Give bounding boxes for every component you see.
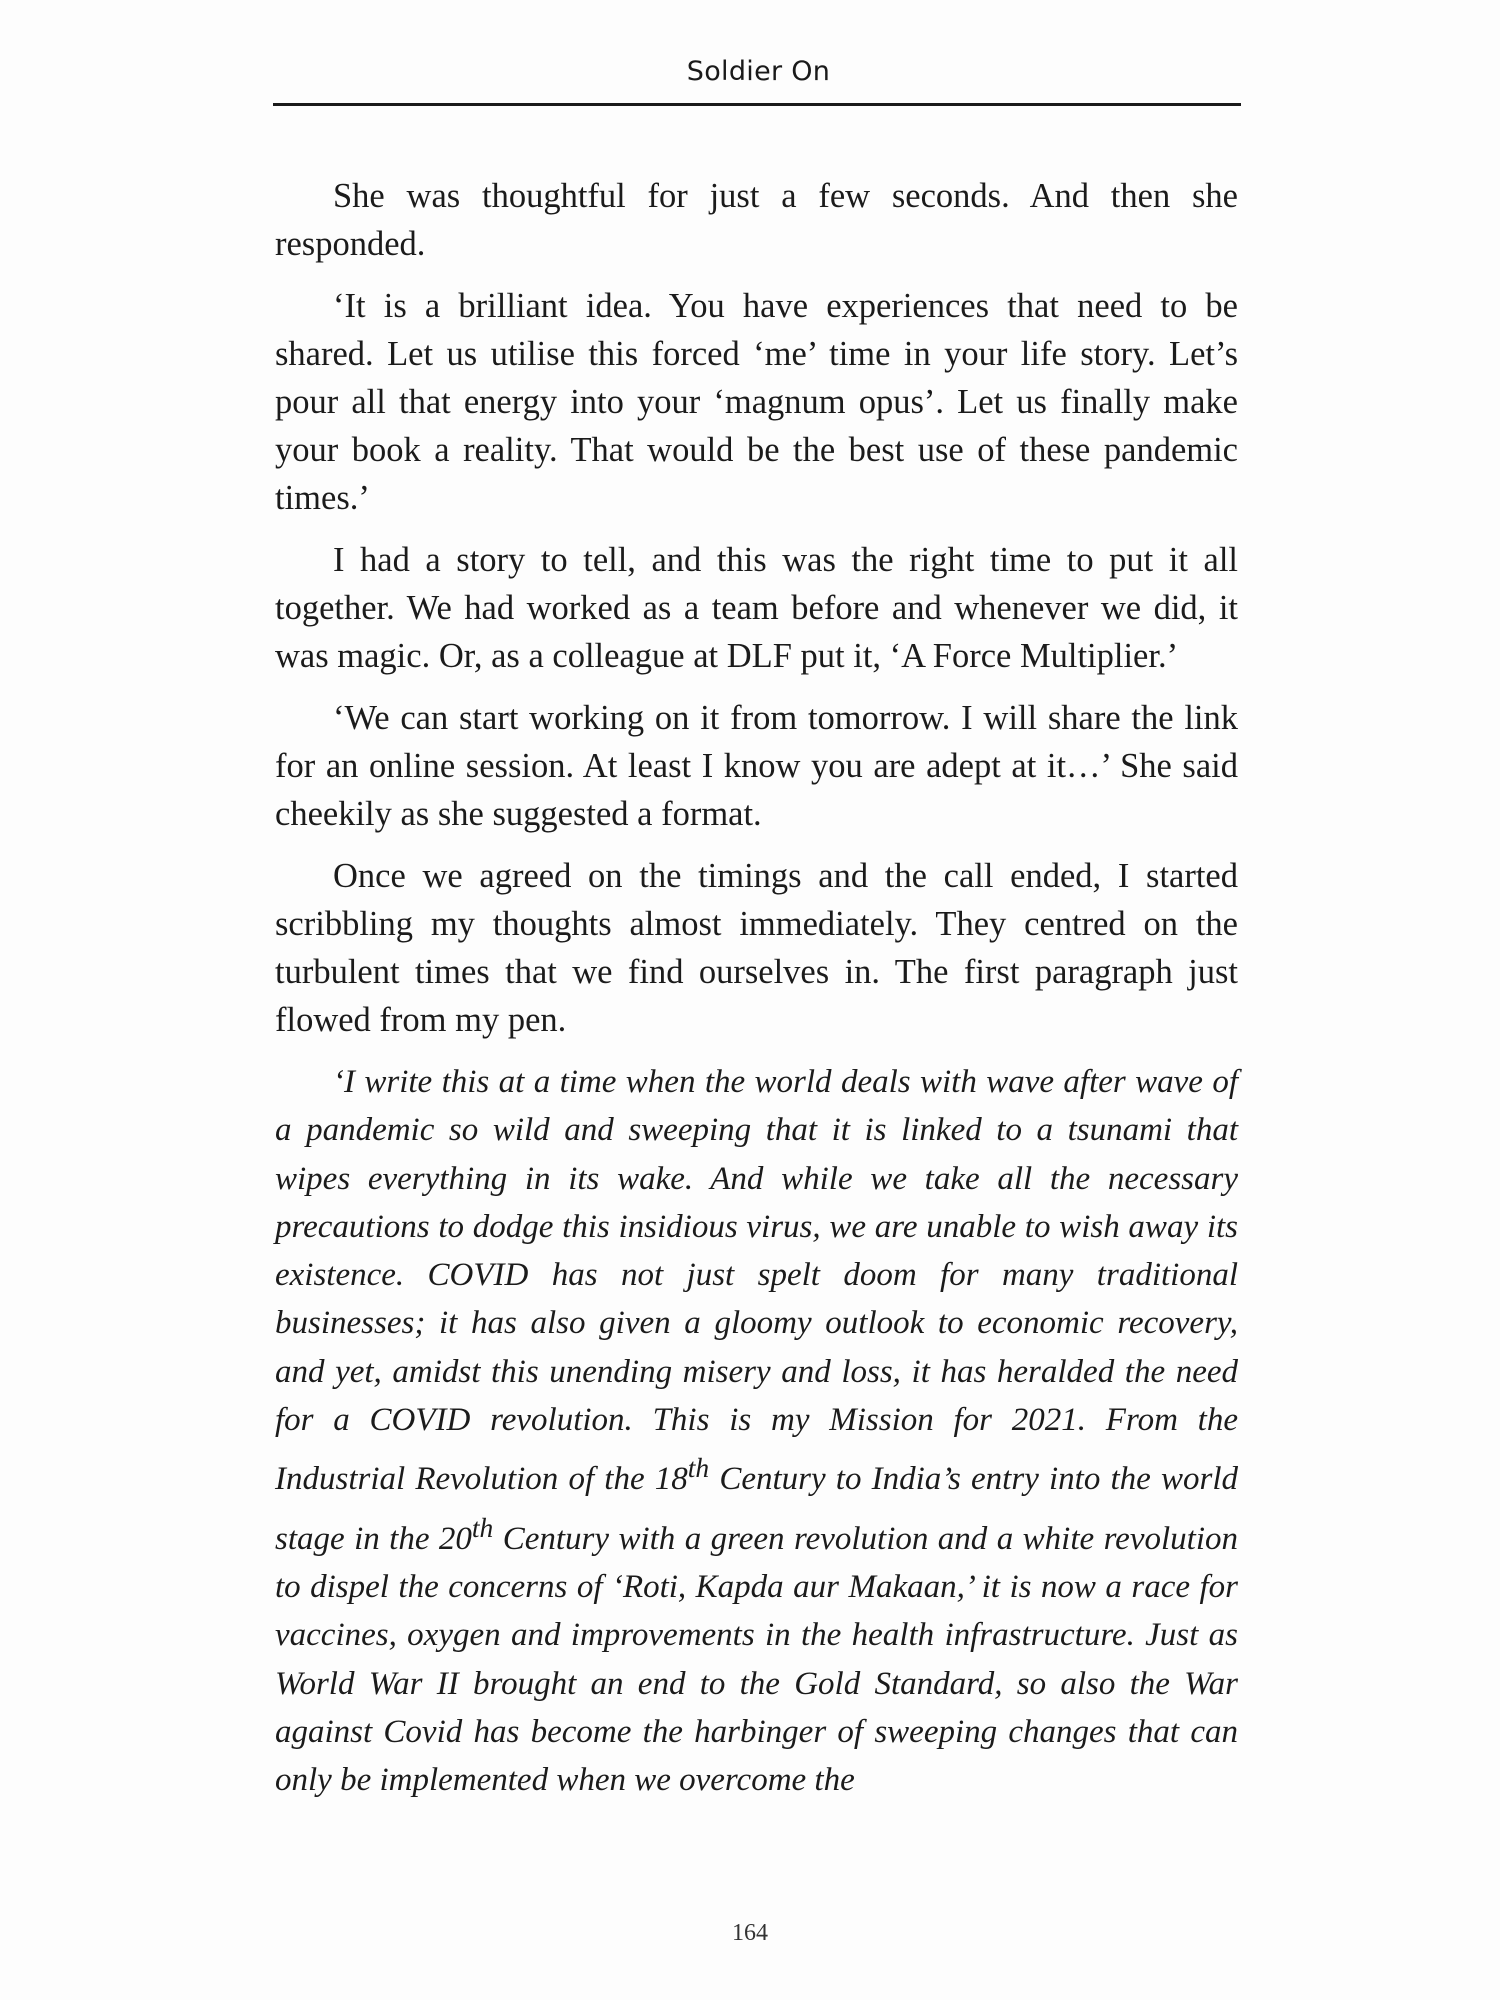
- running-head-title: Soldier On: [686, 56, 831, 87]
- paragraph: ‘It is a brilliant idea. You have experiences that need to be shared. Let us utilise this forced ‘me’ time in your life story. Let’s pour all that energy into your ‘magnum opus’. Let us finally make your book a reality. That would be the best use of these pandemic times.’: [275, 287, 1238, 517]
- ordinal-superscript: th: [687, 1452, 710, 1484]
- ordinal-superscript: th: [471, 1511, 494, 1543]
- header-rule: [273, 103, 1241, 106]
- paragraph: ‘We can start working on it from tomorrow. I will share the link for an online session. At least I know you are adept at it…’ She said cheekily as she suggested a format.: [275, 699, 1238, 833]
- body-text: [275, 172, 1238, 1818]
- quote-text: Century with a green revolution and a white revolution to dispel the concerns of ‘Roti, Kapda aur Makaan,’ it is now a race for vaccines, oxygen and improvements in the health infrastructure. Just as World War II brought an end to the Gold Standard, so also the War against Covid has become the harbinger of sweeping changes that can only be implemented when we overcome the: [275, 1520, 1238, 1799]
- paragraph: I had a story to tell, and this was the right time to put it all together. We had worked as a team before and whenever we did, it was magic. Or, as a colleague at DLF put it, ‘A Force Multiplier.’: [275, 541, 1238, 675]
- quote-text: Century to India’s entry into the world stage in the 20: [275, 1461, 1239, 1557]
- paragraph: She was thoughtful for just a few seconds. And then she responded.: [275, 177, 1238, 263]
- quote-text: ‘I write this at a time when the world deals with wave after wave of a pandemic so wild and sweeping that it is linked to a tsunami that wipes everything in its wake. And while we take all the necessary precautions to dodge this insidious virus, we are unable to wish away its existence. COVID has not just spelt doom for many traditional businesses; it has also given a gloomy outlook to economic recovery, and yet, amidst this unending misery and loss, it has heralded the need for a COVID revolution. This is my Mission for 2021. From the Industrial Revolution of the 18: [275, 1064, 1238, 1498]
- italic-quote-paragraph: [275, 1058, 1238, 1804]
- page-number: 164: [732, 1920, 768, 1946]
- paragraph: Once we agreed on the timings and the call ended, I started scribbling my thoughts almost immediately. They centred on the turbulent times that we find ourselves in. The first paragraph just flowed from my pen.: [275, 857, 1238, 1039]
